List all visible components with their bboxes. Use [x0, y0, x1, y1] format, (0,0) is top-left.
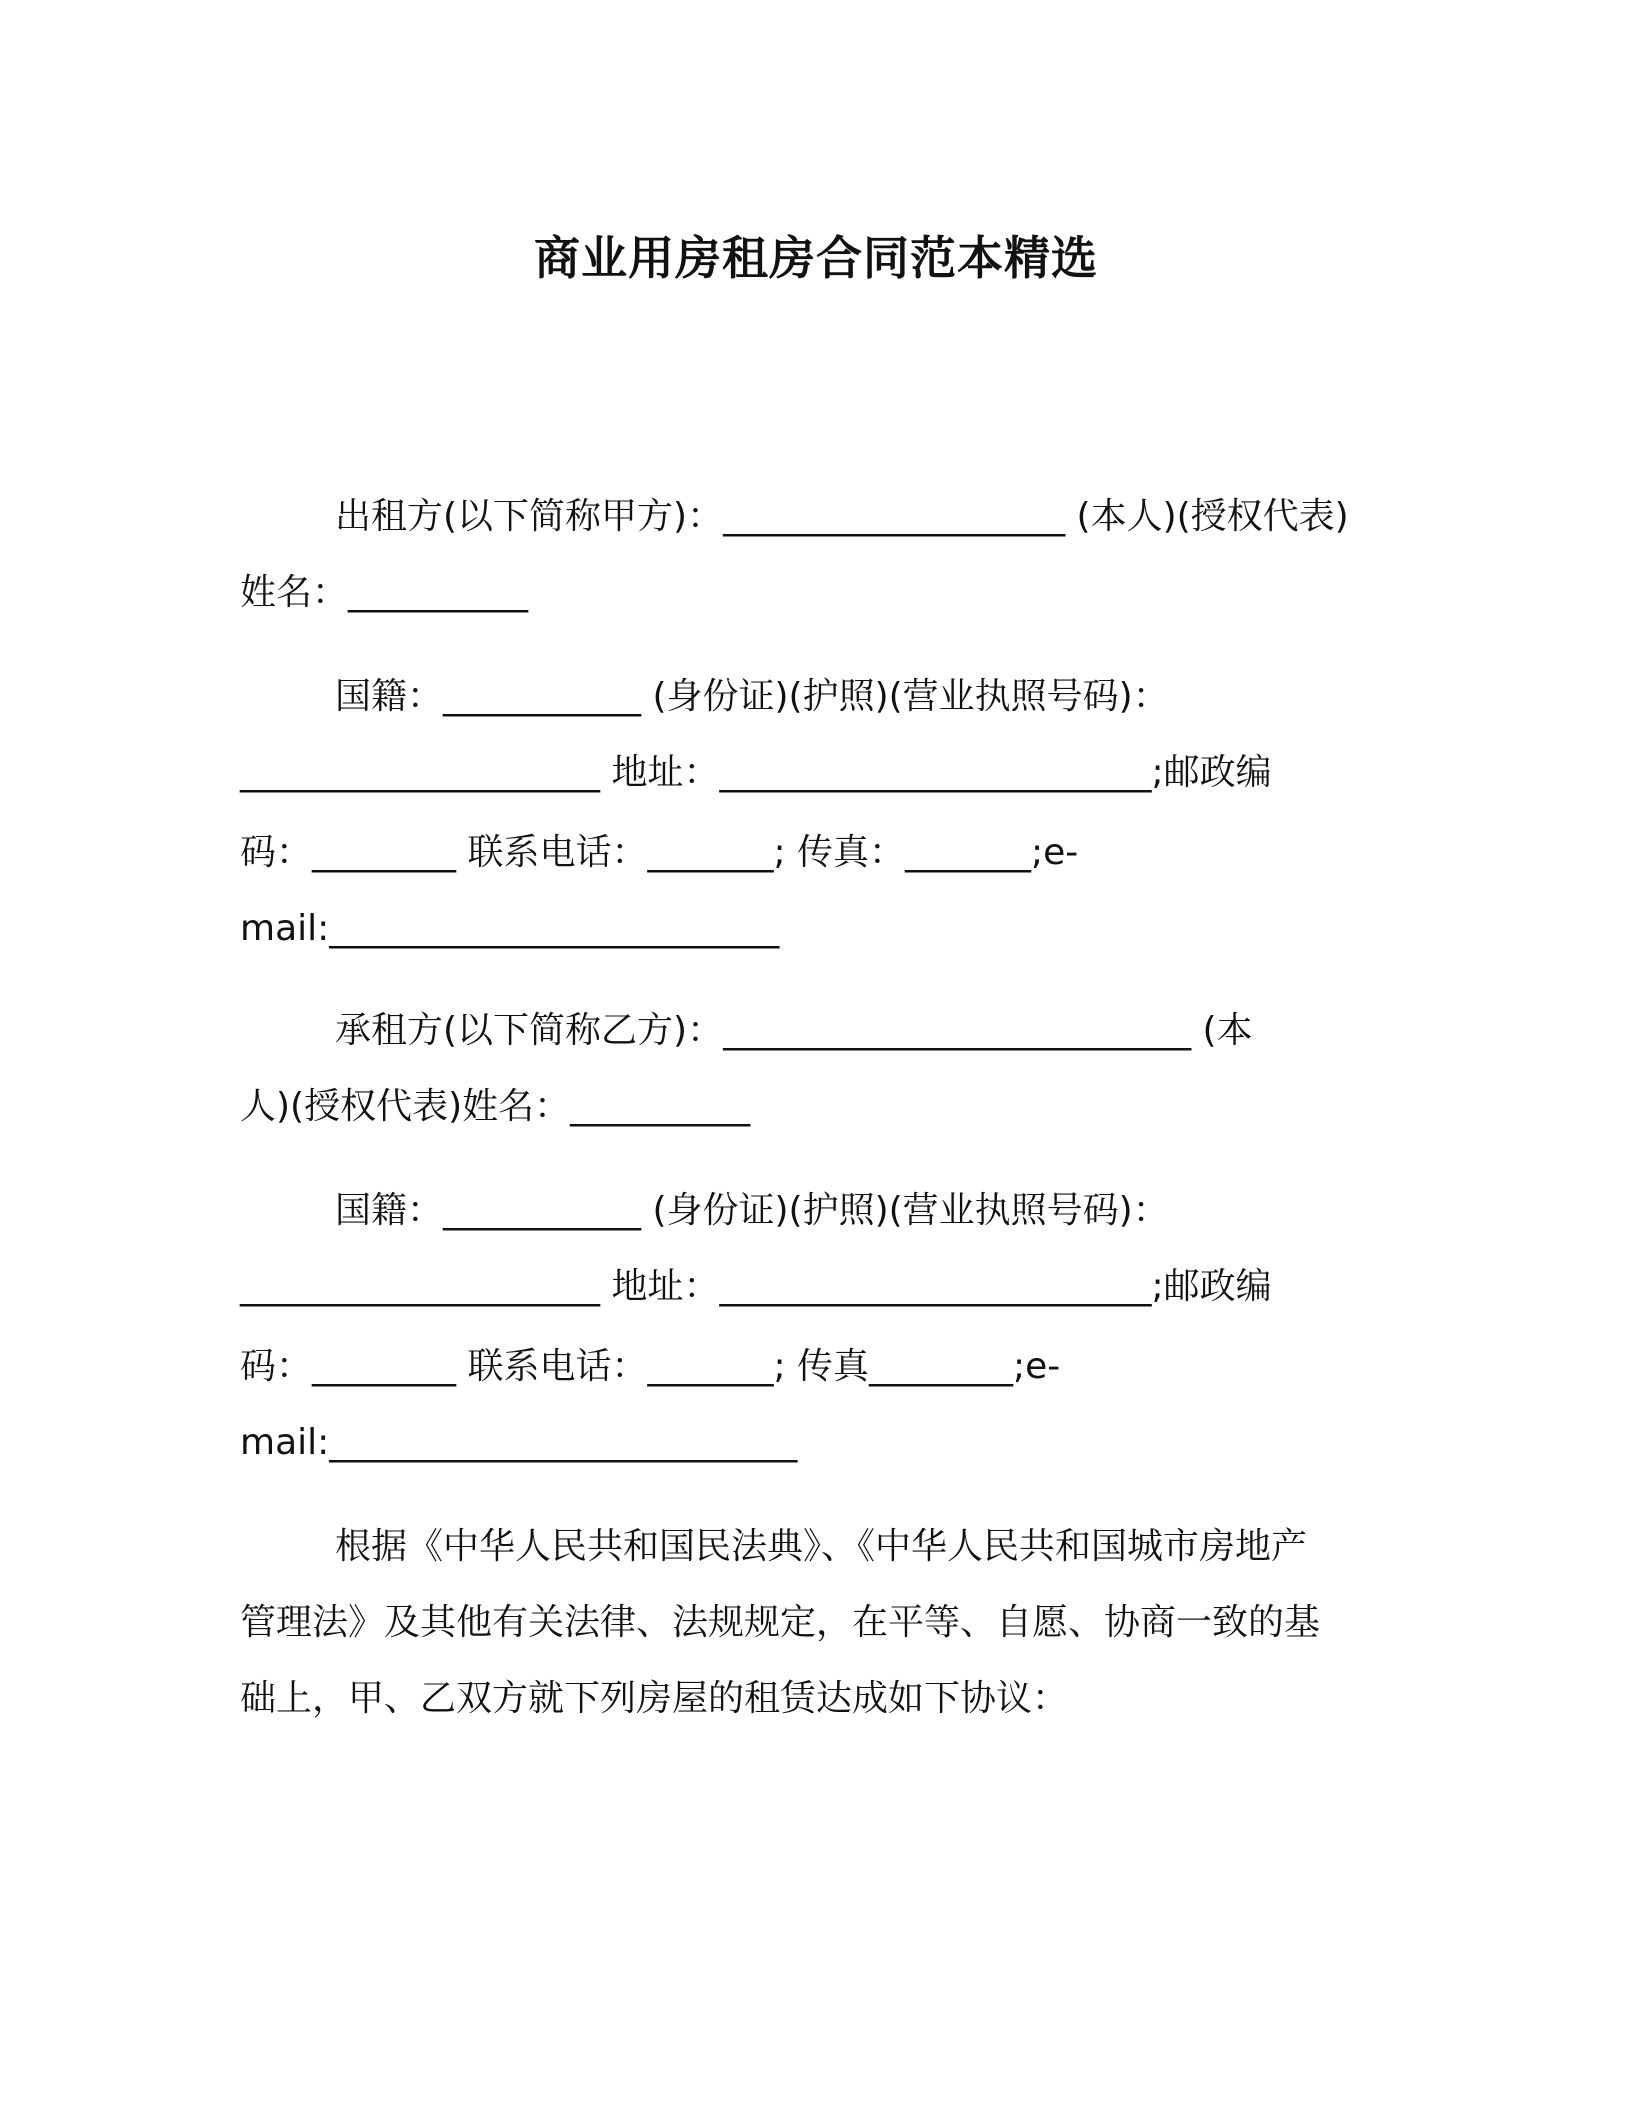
- lessor-line-2: 姓名：__________: [240, 572, 529, 613]
- lessee-line-1: 承租方(以下简称乙方)：__________________________ (本: [335, 1010, 1253, 1051]
- lessor-email-line: mail:_________________________: [240, 908, 780, 949]
- lessee-address-line: ____________________ 地址：________________________;邮政编: [240, 1266, 1272, 1307]
- lessee-line-2: 人)(授权代表)姓名：__________: [240, 1086, 751, 1127]
- lessee-email-line: mail:__________________________: [240, 1422, 798, 1463]
- agreement-paragraph-line-1: 根据《中华人民共和国民法典》、《中华人民共和国城市房地产: [335, 1526, 1308, 1567]
- lessor-line-1: 出租方(以下简称甲方)：___________________ (本人)(授权代表): [335, 496, 1349, 537]
- agreement-paragraph-line-2: 管理法》及其他有关法律、法规规定，在平等、自愿、协商一致的基: [240, 1602, 1321, 1643]
- document-title: 商业用房租房合同范本精选: [534, 231, 1098, 285]
- lessor-nationality-line: 国籍：___________ (身份证)(护照)(营业执照号码)：: [335, 676, 1169, 717]
- lessor-contact-line: 码：________ 联系电话：_______; 传真：_______;e-: [240, 832, 1079, 873]
- lessor-address-line: ____________________ 地址：________________________;邮政编: [240, 752, 1272, 793]
- lessee-nationality-line: 国籍：___________ (身份证)(护照)(营业执照号码)：: [335, 1190, 1169, 1231]
- agreement-paragraph-line-3: 础上，甲、乙双方就下列房屋的租赁达成如下协议：: [240, 1678, 1069, 1719]
- lessee-contact-line: 码：________ 联系电话：_______; 传真________;e-: [240, 1346, 1061, 1387]
